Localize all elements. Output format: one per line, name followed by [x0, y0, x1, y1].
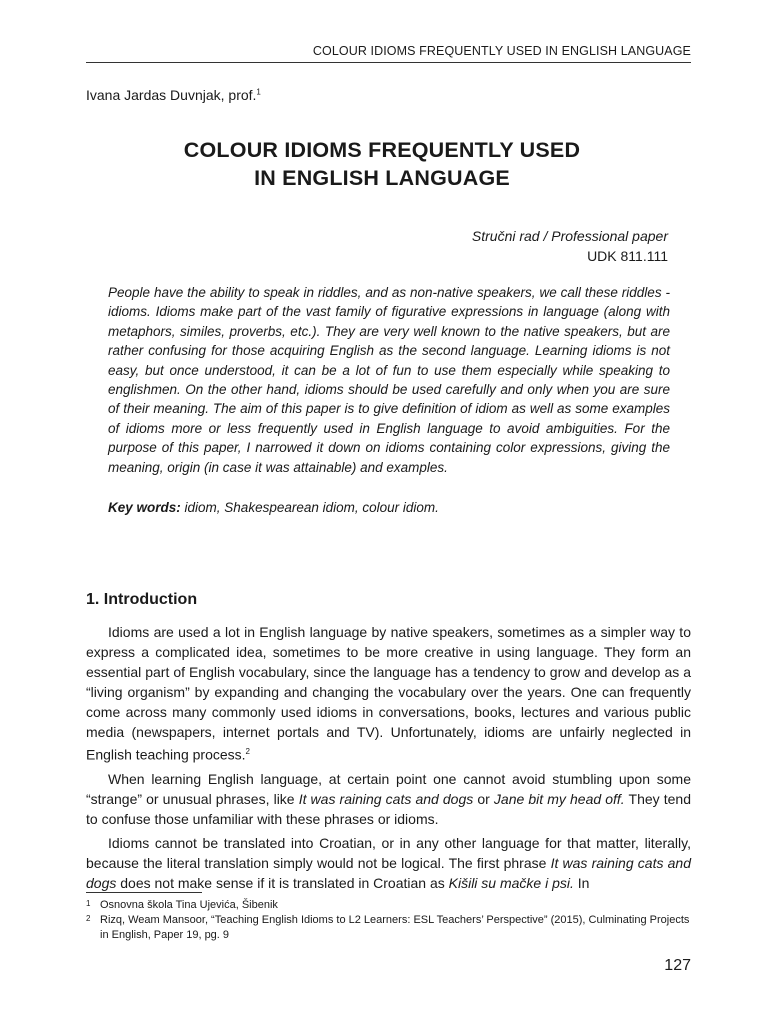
footnote-number: 1 [86, 899, 91, 908]
idiom-example-cats-dogs-2: It was raining cats and dogs [86, 854, 691, 891]
paragraph-1-text: Idioms are used a lot in English language by native speakers, sometimes as a simpler way to express a complicated idea, sometimes to be more creative in using language. They form an essential part of English vocabulary, since the language has a tendency to grow and develop as a “living organism” by expanding and changing the vocabulary over the years. One can frequently come across many commonly used idioms in conversations, books, lectures and various public media (newspapers, internet portals and TV). Unfortunately, idioms are unfairly neglected in English teaching process. [86, 624, 691, 763]
paper-type: Stručni rad / Professional paper [471, 228, 668, 244]
paragraph-2-part-a: When learning English language, at certain point one cannot avoid stumbling upon some “strange” or unusual phrases, like [86, 770, 691, 807]
paragraph-3 [86, 833, 691, 893]
paper-classification [86, 226, 668, 266]
paragraph-2 [86, 769, 691, 829]
footnote-2 [86, 913, 691, 943]
keywords [108, 500, 670, 515]
title-line-1: COLOUR IDIOMS FREQUENTLY USED [183, 138, 581, 162]
footnote-1 [86, 898, 691, 913]
paragraph-3-part-c: In [573, 874, 590, 891]
abstract: People have the ability to speak in riddles, and as non-native speakers, we call these riddles - idioms. Idioms make part of the vast family of figurative expressions in language (along with metaphors, similes, proverbs, etc.). They are very well known to the native speakers, but are rather confusing for those acquiring English as the second language. Learning idioms is not easy, but once understood, it can be a lot of fun to use them especially while speaking to englishmen. On the other hand, idioms should be used carefully and only when you are sure of their meaning. The aim of this paper is to give definition of idiom as well as some examples of idioms more or less frequently used in English language to avoid ambiguities. For the purpose of this paper, I narrowed it down on idioms containing color expressions, giving the meaning, origin (in case it was attainable) and examples. [108, 285, 670, 475]
title-line-2: IN ENGLISH LANGUAGE [254, 166, 510, 190]
idiom-example-cats-dogs: It was raining cats and dogs [298, 790, 474, 807]
footnote-ref-2[interactable]: 2 [245, 747, 250, 756]
section-heading-introduction: 1. Introduction [86, 591, 198, 608]
keywords-text: idiom, Shakespearean idiom, colour idiom. [180, 500, 439, 515]
footnote-text: Osnovna škola Tina Ujevića, Šibenik [100, 899, 278, 911]
paragraph-3-part-a: Idioms cannot be translated into Croatian, or in any other language for that matter, literally, because the literal translation simply would not be logical. The first phrase [86, 834, 691, 871]
author-name: Ivana Jardas Duvnjak, prof. [86, 87, 257, 103]
author-line [86, 87, 261, 103]
author-footnote-ref[interactable]: 1 [256, 87, 261, 97]
paragraph-2-part-c: They tend to confuse those unfamiliar with these phrases or idioms. [86, 790, 691, 827]
udk-code: UDK 811.111 [587, 248, 668, 264]
idiom-example-bit-head-off: Jane bit my head off. [493, 790, 625, 807]
running-head: COLOUR IDIOMS FREQUENTLY USED IN ENGLISH LANGUAGE [86, 44, 691, 63]
paragraph-3-part-b: does not make sense if it is translated in Croatian as [116, 874, 449, 891]
body-text [86, 622, 691, 897]
croatian-translation: Kišili su mačke i psi. [448, 874, 574, 891]
paragraph-2-part-b: or [473, 790, 494, 807]
footnote-divider [86, 892, 202, 893]
paragraph-1 [86, 622, 691, 765]
paper-title [86, 136, 678, 192]
page-number: 127 [664, 957, 691, 974]
footnote-text: Rizq, Weam Mansoor, “Teaching English Idioms to L2 Learners: ESL Teachers’ Perspective” (2015), Culminating Projects in English, Paper 19, pg. 9 [100, 914, 690, 941]
footnotes [86, 898, 691, 943]
footnote-number: 2 [86, 914, 91, 923]
keywords-label: Key words: [108, 500, 181, 515]
